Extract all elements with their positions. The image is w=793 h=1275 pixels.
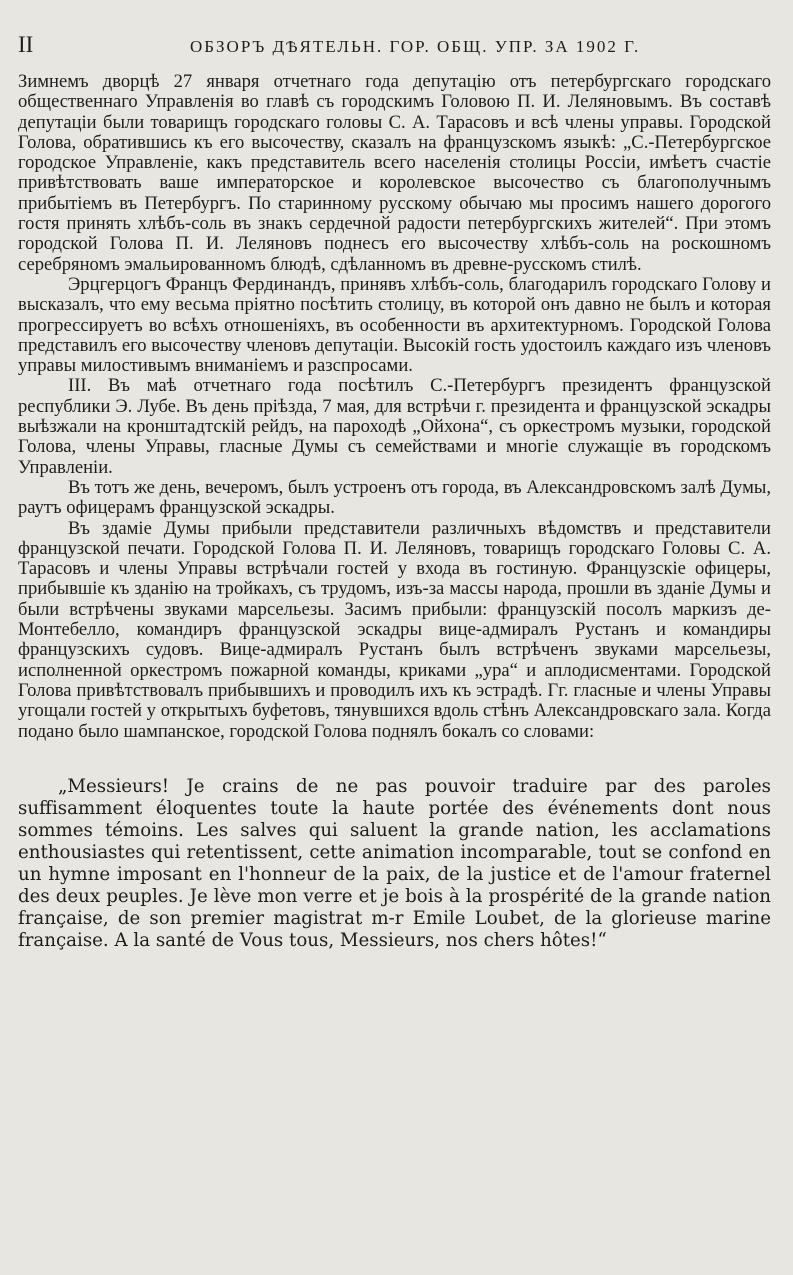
quote-text: „Messieurs! Je crains de ne pas pouvoir traduire par des paroles suffisamment éloquentes toute la haute portée des événements dont nous sommes témoins. Les salves qui saluent la grande nation, les acclamations enthousiastes qui retentissent, cette animation incomparable, tout se confond en un hymne imposant en l'honneur de la paix, de la justice et de l'amour fraternel des deux peuples. Je lève mon verre et je bois à la prospérité de la grande nation française, de son premier magistrat m-r Emile Loubet, de la glorieuse marine française. A la santé de Vous tous, Messieurs, nos chers hôtes!“ <box>18 775 771 951</box>
paragraph: Въ тотъ же день, вечеромъ, былъ устроенъ отъ города, въ Александровскомъ залѣ Думы, раутъ офицерамъ французской эскадры. <box>18 476 771 519</box>
body-text <box>18 72 771 742</box>
page-header <box>18 32 771 58</box>
page-number: II <box>18 32 34 57</box>
paragraph: Зимнемъ дворцѣ 27 января отчетнаго года депутацію отъ петербургскаго городскаго общественнаго Управленія во главѣ съ городскимъ Головою П. И. Леляновымъ. Въ составѣ депутаціи были товарищъ городскаго головы С. А. Тарасовъ и всѣ члены управы. Городской Голова, обратившись къ его высочеству, сказалъ на французскомъ языкѣ: „С.-Петербургское городское Управленіе, какъ представитель всего населенія столицы Россіи, имѣетъ счастіе привѣтствовать ваше императорское и королевское высочество съ благополучнымъ прибытіемъ въ Петербургъ. По старинному русскому обычаю мы просимъ нашего дорогого гостя принять хлѣбъ-соль въ знакъ сердечной радости петербургскихъ жителей“. При этомъ городской Голова П. И. Леляновъ поднесъ его высочеству хлѣбъ-соль на роскошномъ серебряномъ эмальированномъ блюдѣ, сдѣланномъ въ древне-русскомъ стилѣ. <box>18 71 771 275</box>
running-title: ОБЗОРЪ ДѢЯТЕЛЬН. ГОР. ОБЩ. УПР. ЗА 1902 Г. <box>190 37 641 56</box>
paragraph: Въ здаміе Думы прибыли представители различныхъ вѣдомствъ и представители французской печати. Городской Голова П. И. Леляновъ, товарищъ городскаго Головы С. А. Тарасовъ и члены Управы встрѣчали гостей у входа въ гостиную. Французскіе офицеры, прибывшіе къ зданію на тройкахъ, съ трудомъ, изъ-за массы народа, прошли въ зданіе Думы и были встрѣчены звуками марсельезы. Засимъ прибыли: французскій посолъ маркизъ де-Монтебелло, командиръ французской эскадры вице-адмиралъ Рустанъ и командиры французскихъ судовъ. Вице-адмиралъ Рустанъ былъ встрѣченъ звуками марсельезы, исполненной оркестромъ пожарной команды, криками „ура“ и аплодисментами. Городской Голова привѣтствовалъ прибывшихъ и проводилъ ихъ къ эстрадѣ. Гг. гласные и члены Управы угощали гостей у открытыхъ буфетовъ, тянувшихся вдоль стѣнъ Александровскаго зала. Когда подано было шампанское, городской Голова поднялъ бокалъ со словами: <box>18 517 771 742</box>
french-speech-quote <box>18 776 771 952</box>
paragraph: III. Въ маѣ отчетнаго года посѣтилъ С.-Петербургъ президентъ французской республики Э. Лубе. Въ день пріѣзда, 7 мая, для встрѣчи г. президента и французской эскадры выѣзжали на кронштадтскій рейдъ, на пароходѣ „Ойхона“, съ оркестромъ музыки, городской Голова, члены Управы, гласные Думы съ семействами и многіе служащіе въ городскомъ Управленіи. <box>18 375 771 478</box>
paragraph: Эрцгерцогъ Францъ Фердинандъ, принявъ хлѣбъ-соль, благодарилъ городскаго Голову и высказалъ, что ему весьма пріятно посѣтить столицу, въ которой онъ давно не былъ и которая прогрессируетъ во всѣхъ отношеніяхъ, въ особенности въ архитектурномъ. Городской Голова представилъ его высочеству членовъ депутаціи. Высокій гость удостоилъ каждаго изъ членовъ управы милостивымъ вниманіемъ и разспросами. <box>18 273 771 377</box>
